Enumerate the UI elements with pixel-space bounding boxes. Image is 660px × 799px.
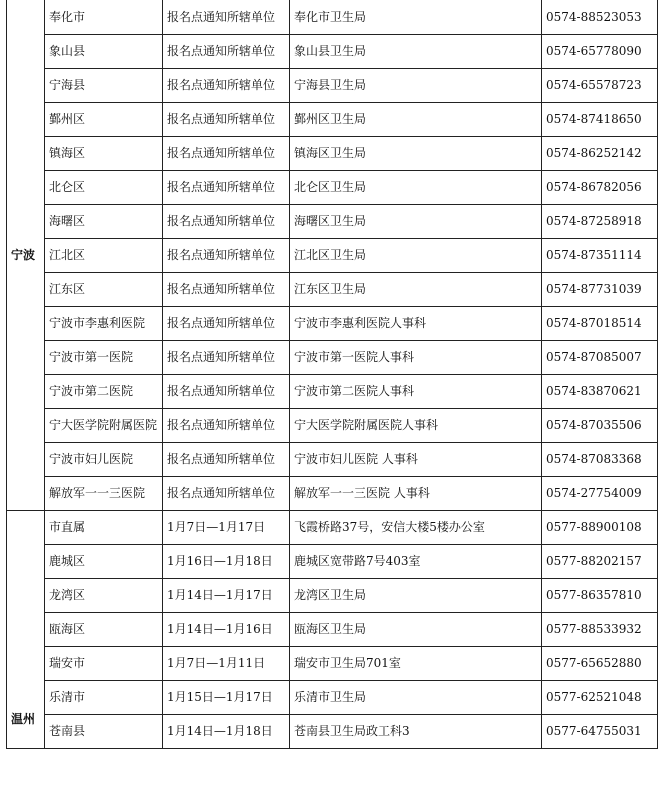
area-cell: 苍南县	[45, 714, 163, 748]
place-cell: 象山县卫生局	[290, 34, 542, 68]
phone-cell: 0574-86782056	[542, 170, 658, 204]
phone-cell: 0577-62521048	[542, 680, 658, 714]
phone-cell: 0574-65578723	[542, 68, 658, 102]
table-row	[7, 612, 658, 646]
area-cell: 瓯海区	[45, 612, 163, 646]
phone-cell: 0574-87258918	[542, 204, 658, 238]
table-row	[7, 578, 658, 612]
time-cell: 报名点通知所辖单位	[163, 204, 290, 238]
phone-cell: 0574-87731039	[542, 272, 658, 306]
phone-cell: 0574-87085007	[542, 340, 658, 374]
area-cell: 宁海县	[45, 68, 163, 102]
phone-cell: 0574-87418650	[542, 102, 658, 136]
phone-cell: 0577-88533932	[542, 612, 658, 646]
time-cell: 报名点通知所辖单位	[163, 408, 290, 442]
wenzhou-group	[7, 510, 658, 748]
time-cell: 报名点通知所辖单位	[163, 306, 290, 340]
place-cell: 海曙区卫生局	[290, 204, 542, 238]
area-cell: 宁波市李惠利医院	[45, 306, 163, 340]
table-row	[7, 272, 658, 306]
area-cell: 瑞安市	[45, 646, 163, 680]
time-cell: 1月16日—1月18日	[163, 544, 290, 578]
phone-cell: 0577-65652880	[542, 646, 658, 680]
time-cell: 1月7日—1月17日	[163, 510, 290, 544]
place-cell: 飞霞桥路37号，安信大楼5楼办公室	[290, 510, 542, 544]
time-cell: 1月14日—1月18日	[163, 714, 290, 748]
place-cell: 瑞安市卫生局701室	[290, 646, 542, 680]
table-row	[7, 374, 658, 408]
place-cell: 宁波市李惠利医院人事科	[290, 306, 542, 340]
table-row	[7, 442, 658, 476]
table-row	[7, 714, 658, 748]
time-cell: 报名点通知所辖单位	[163, 136, 290, 170]
area-cell: 江东区	[45, 272, 163, 306]
area-cell: 江北区	[45, 238, 163, 272]
table-row	[7, 646, 658, 680]
table-row	[7, 136, 658, 170]
time-cell: 报名点通知所辖单位	[163, 238, 290, 272]
time-cell: 1月7日—1月11日	[163, 646, 290, 680]
phone-cell: 0574-87083368	[542, 442, 658, 476]
time-cell: 1月14日—1月16日	[163, 612, 290, 646]
area-cell: 宁波市妇儿医院	[45, 442, 163, 476]
area-cell: 海曙区	[45, 204, 163, 238]
time-cell: 报名点通知所辖单位	[163, 68, 290, 102]
table-row	[7, 408, 658, 442]
area-cell: 奉化市	[45, 0, 163, 34]
place-cell: 鄞州区卫生局	[290, 102, 542, 136]
table-row	[7, 102, 658, 136]
phone-cell: 0574-87018514	[542, 306, 658, 340]
city-label: 温州	[7, 510, 45, 748]
place-cell: 宁波市第二医院人事科	[290, 374, 542, 408]
ningbo-group	[7, 0, 658, 510]
phone-cell: 0577-88900108	[542, 510, 658, 544]
place-cell: 江东区卫生局	[290, 272, 542, 306]
phone-cell: 0574-27754009	[542, 476, 658, 510]
area-cell: 鄞州区	[45, 102, 163, 136]
area-cell: 市直属	[45, 510, 163, 544]
phone-cell: 0574-87351114	[542, 238, 658, 272]
area-cell: 宁大医学院附属医院	[45, 408, 163, 442]
time-cell: 报名点通知所辖单位	[163, 170, 290, 204]
area-cell: 乐清市	[45, 680, 163, 714]
time-cell: 报名点通知所辖单位	[163, 374, 290, 408]
time-cell: 报名点通知所辖单位	[163, 0, 290, 34]
table-row	[7, 306, 658, 340]
phone-cell: 0577-88202157	[542, 544, 658, 578]
area-cell: 解放军一一三医院	[45, 476, 163, 510]
table-row	[7, 544, 658, 578]
place-cell: 苍南县卫生局政工科3	[290, 714, 542, 748]
phone-cell: 0577-64755031	[542, 714, 658, 748]
place-cell: 宁海县卫生局	[290, 68, 542, 102]
place-cell: 乐清市卫生局	[290, 680, 542, 714]
time-cell: 报名点通知所辖单位	[163, 442, 290, 476]
area-cell: 宁波市第二医院	[45, 374, 163, 408]
table-row	[7, 340, 658, 374]
area-cell: 宁波市第一医院	[45, 340, 163, 374]
phone-cell: 0574-86252142	[542, 136, 658, 170]
area-cell: 象山县	[45, 34, 163, 68]
place-cell: 奉化市卫生局	[290, 0, 542, 34]
table-row	[7, 170, 658, 204]
phone-cell: 0574-88523053	[542, 0, 658, 34]
table-row	[7, 68, 658, 102]
table-row	[7, 0, 658, 34]
table-row	[7, 238, 658, 272]
place-cell: 江北区卫生局	[290, 238, 542, 272]
table-row	[7, 680, 658, 714]
area-cell: 北仑区	[45, 170, 163, 204]
table-row	[7, 34, 658, 68]
area-cell: 龙湾区	[45, 578, 163, 612]
phone-cell: 0574-65778090	[542, 34, 658, 68]
city-label: 宁波	[7, 0, 45, 510]
phone-cell: 0577-86357810	[542, 578, 658, 612]
table-row	[7, 204, 658, 238]
time-cell: 报名点通知所辖单位	[163, 272, 290, 306]
place-cell: 鹿城区宽带路7号403室	[290, 544, 542, 578]
place-cell: 北仑区卫生局	[290, 170, 542, 204]
place-cell: 瓯海区卫生局	[290, 612, 542, 646]
area-cell: 鹿城区	[45, 544, 163, 578]
place-cell: 宁波市妇儿医院 人事科	[290, 442, 542, 476]
time-cell: 报名点通知所辖单位	[163, 34, 290, 68]
place-cell: 解放军一一三医院 人事科	[290, 476, 542, 510]
place-cell: 镇海区卫生局	[290, 136, 542, 170]
place-cell: 宁大医学院附属医院人事科	[290, 408, 542, 442]
time-cell: 1月15日—1月17日	[163, 680, 290, 714]
time-cell: 报名点通知所辖单位	[163, 102, 290, 136]
phone-cell: 0574-83870621	[542, 374, 658, 408]
table-row	[7, 476, 658, 510]
place-cell: 宁波市第一医院人事科	[290, 340, 542, 374]
time-cell: 1月14日—1月17日	[163, 578, 290, 612]
table-row	[7, 510, 658, 544]
phone-cell: 0574-87035506	[542, 408, 658, 442]
place-cell: 龙湾区卫生局	[290, 578, 542, 612]
area-cell: 镇海区	[45, 136, 163, 170]
time-cell: 报名点通知所辖单位	[163, 476, 290, 510]
time-cell: 报名点通知所辖单位	[163, 340, 290, 374]
registration-table	[6, 0, 658, 749]
